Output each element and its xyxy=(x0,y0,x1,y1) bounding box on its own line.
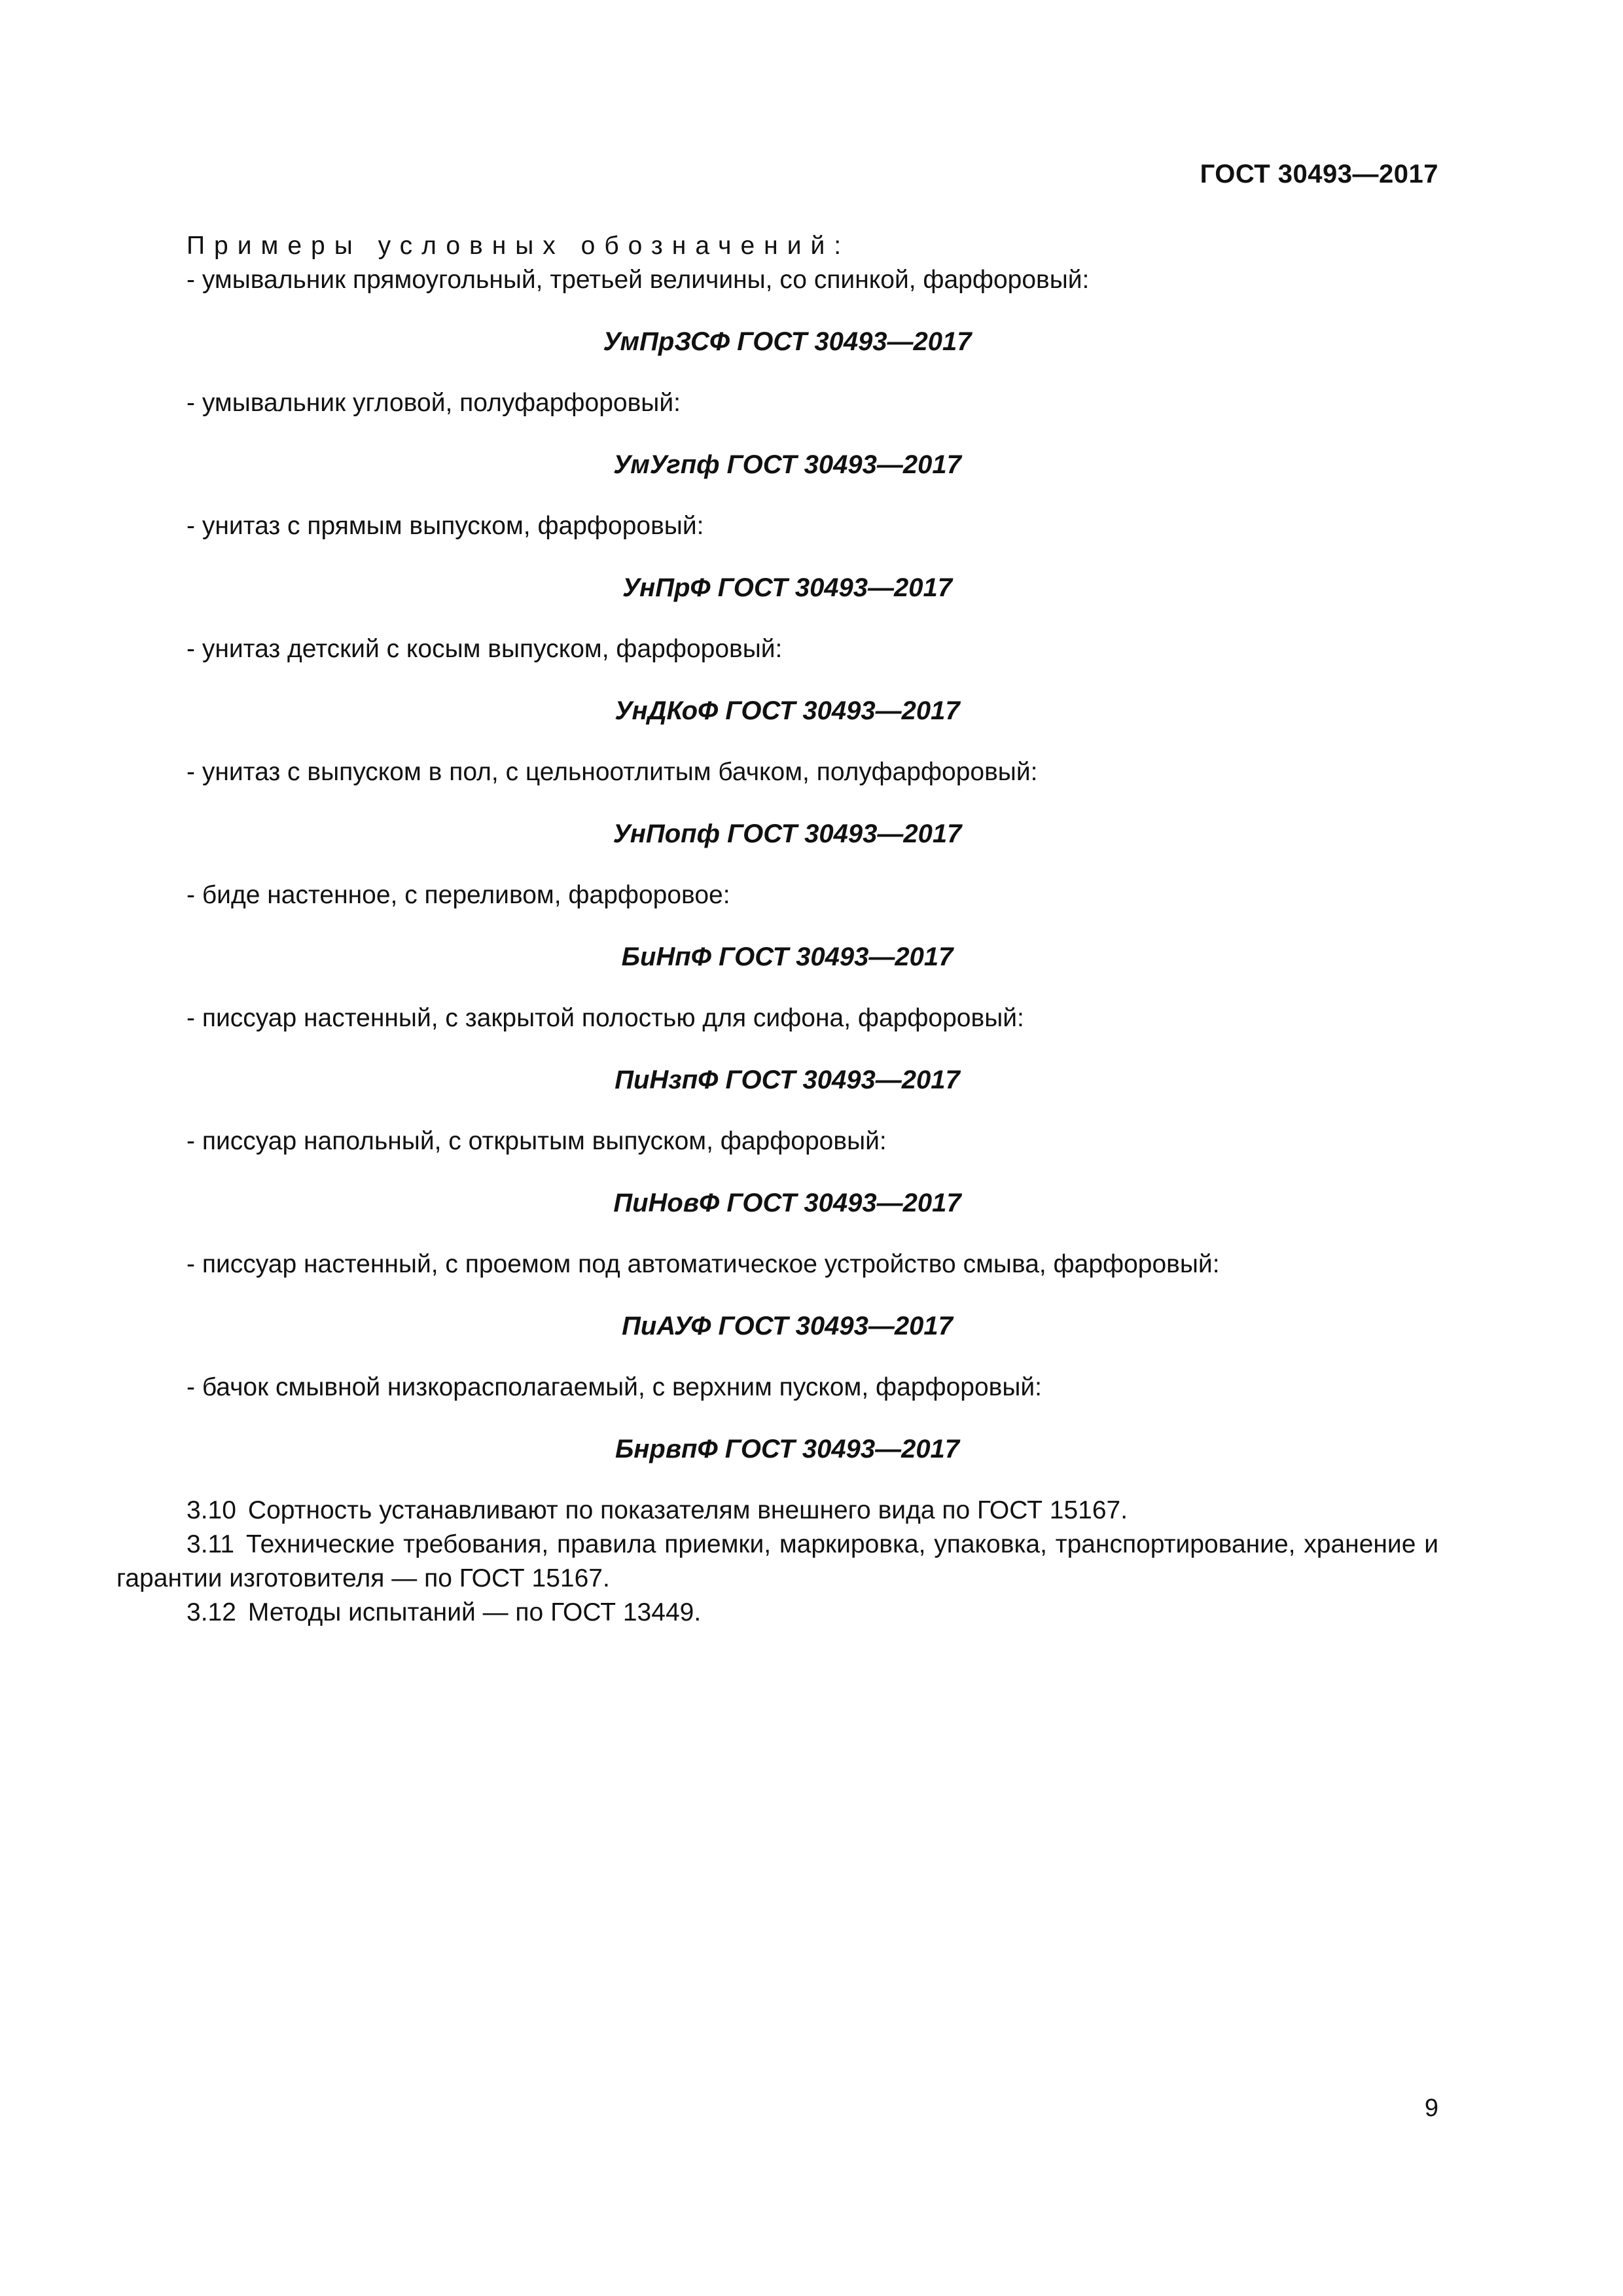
example-entry xyxy=(116,632,1438,728)
example-designation: БиНпФ ГОСТ 30493—2017 xyxy=(621,942,954,971)
example-entry xyxy=(116,1001,1438,1097)
examples-intro: Примеры условных обозначений: xyxy=(187,232,851,260)
example-description: - писсуар настенный, с проемом под автоматическое устройство смыва, фарфоровый: xyxy=(187,1250,1220,1278)
example-list xyxy=(116,263,1438,1466)
clause-text: Технические требования, правила приемки, маркировка, упаковка, транспортирование, хранение и гарантии изготовителя — по ГОСТ 15167. xyxy=(116,1530,1438,1592)
example-description: - писсуар настенный, с закрытой полостью для сифона, фарфоровый: xyxy=(187,1004,1024,1032)
clauses-section xyxy=(116,1494,1438,1630)
example-description: - унитаз с прямым выпуском, фарфоровый: xyxy=(187,512,704,540)
example-entry xyxy=(116,1371,1438,1466)
clause-number: 3.10 xyxy=(187,1496,236,1524)
example-entry xyxy=(116,1247,1438,1343)
example-description: - биде настенное, с переливом, фарфоровое: xyxy=(187,881,730,909)
example-description: - унитаз детский с косым выпуском, фарфоровый: xyxy=(187,635,783,663)
example-entry xyxy=(116,1124,1438,1220)
clause-number: 3.11 xyxy=(187,1530,235,1558)
clause-number: 3.12 xyxy=(187,1598,236,1626)
example-designation: ПиАУФ ГОСТ 30493—2017 xyxy=(622,1312,953,1340)
example-designation: ПиНзпФ ГОСТ 30493—2017 xyxy=(615,1066,960,1094)
example-description: - писсуар напольный, с открытым выпуском, фарфоровый: xyxy=(187,1127,887,1155)
example-designation: ПиНовФ ГОСТ 30493—2017 xyxy=(613,1189,961,1217)
example-designation: УмУгпф ГОСТ 30493—2017 xyxy=(613,450,961,479)
page-content xyxy=(116,229,1438,1630)
clause-paragraph xyxy=(116,1528,1438,1596)
example-description: - умывальник прямоугольный, третьей величины, со спинкой, фарфоровый: xyxy=(187,266,1090,294)
example-entry xyxy=(116,263,1438,359)
document-code-header: ГОСТ 30493—2017 xyxy=(1200,160,1438,188)
page-number: 9 xyxy=(1424,2094,1438,2122)
example-designation: БнрвпФ ГОСТ 30493—2017 xyxy=(615,1435,960,1463)
example-description: - бачок смывной низкорасполагаемый, с верхним пуском, фарфоровый: xyxy=(187,1373,1043,1401)
example-designation: УнДКоФ ГОСТ 30493—2017 xyxy=(615,696,960,725)
example-designation: УнПопф ГОСТ 30493—2017 xyxy=(613,819,962,848)
example-entry xyxy=(116,509,1438,605)
example-entry xyxy=(116,878,1438,974)
clause-text: Сортность устанавливают по показателям внешнего вида по ГОСТ 15167. xyxy=(247,1496,1128,1524)
example-entry xyxy=(116,755,1438,851)
clause-paragraph xyxy=(116,1494,1438,1528)
example-description: - умывальник угловой, полуфарфоровый: xyxy=(187,389,681,417)
example-designation: УмПрЗСФ ГОСТ 30493—2017 xyxy=(603,327,972,356)
clause-text: Методы испытаний — по ГОСТ 13449. xyxy=(247,1598,702,1626)
example-designation: УнПрФ ГОСТ 30493—2017 xyxy=(622,573,953,602)
clause-paragraph xyxy=(116,1596,1438,1630)
example-description: - унитаз с выпуском в пол, с цельноотлитым бачком, полуфарфоровый: xyxy=(187,758,1038,786)
example-entry xyxy=(116,386,1438,482)
